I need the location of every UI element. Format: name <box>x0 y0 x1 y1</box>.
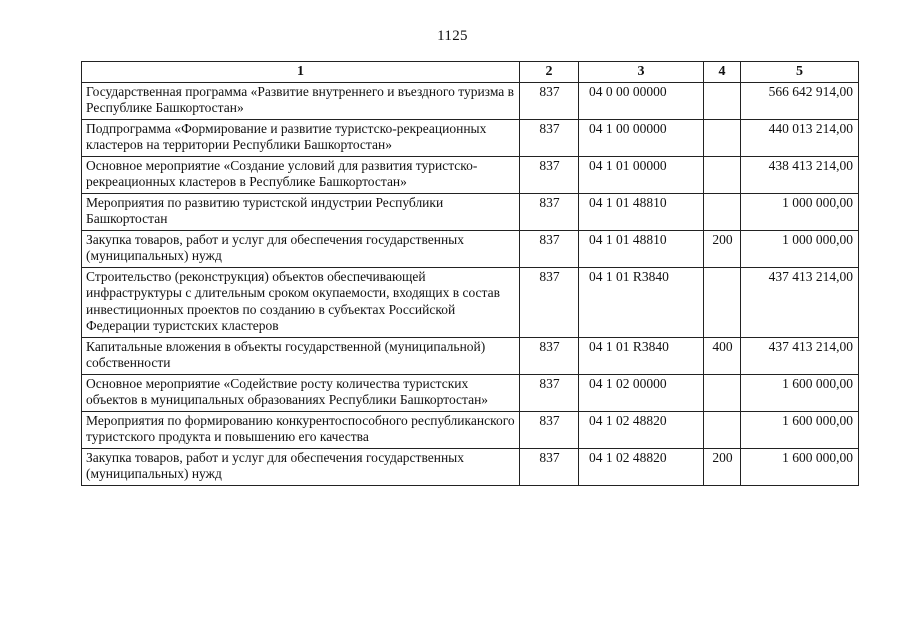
row-name: Закупка товаров, работ и услуг для обеспечения государственных (муниципальных) нужд <box>82 230 520 267</box>
table-row <box>82 267 859 337</box>
header-col-5: 5 <box>741 62 859 83</box>
table-row <box>82 193 859 230</box>
header-col-3: 3 <box>579 62 704 83</box>
row-sum: 1 000 000,00 <box>741 193 859 230</box>
row-sum: 437 413 214,00 <box>741 267 859 337</box>
table-row <box>82 337 859 374</box>
row-expense-type <box>704 374 741 411</box>
header-col-1: 1 <box>82 62 520 83</box>
row-target-code: 04 1 01 00000 <box>579 156 704 193</box>
page-number: 1125 <box>437 28 468 44</box>
budget-table <box>81 61 859 486</box>
row-expense-type: 200 <box>704 448 741 485</box>
row-target-code: 04 1 01 R3840 <box>579 337 704 374</box>
row-name: Строительство (реконструкция) объектов обеспечивающей инфраструктуры с длительным сроком окупаемости, входящих в состав инвестиционных проектов по созданию в субъектах Российской Федерации туристских кластеров <box>82 267 520 337</box>
row-admin-code: 837 <box>520 374 579 411</box>
table-header-row <box>82 62 859 83</box>
table-row <box>82 411 859 448</box>
row-name: Государственная программа «Развитие внутреннего и въездного туризма в Республике Башкортостан» <box>82 82 520 119</box>
row-name: Закупка товаров, работ и услуг для обеспечения государственных (муниципальных) нужд <box>82 448 520 485</box>
row-admin-code: 837 <box>520 230 579 267</box>
table-row <box>82 82 859 119</box>
row-sum: 1 600 000,00 <box>741 374 859 411</box>
table-body <box>82 82 859 485</box>
row-sum: 438 413 214,00 <box>741 156 859 193</box>
row-target-code: 04 1 01 48810 <box>579 193 704 230</box>
row-admin-code: 837 <box>520 119 579 156</box>
row-sum: 1 600 000,00 <box>741 411 859 448</box>
table-row <box>82 119 859 156</box>
row-admin-code: 837 <box>520 448 579 485</box>
row-name: Капитальные вложения в объекты государственной (муниципальной) собственности <box>82 337 520 374</box>
row-name: Основное мероприятие «Создание условий для развития туристско-рекреационных кластеров в Республике Башкортостан» <box>82 156 520 193</box>
row-admin-code: 837 <box>520 267 579 337</box>
row-target-code: 04 1 02 00000 <box>579 374 704 411</box>
table-row <box>82 230 859 267</box>
row-name: Основное мероприятие «Содействие росту количества туристских объектов в муниципальных образованиях Республики Башкортостан» <box>82 374 520 411</box>
row-sum: 1 000 000,00 <box>741 230 859 267</box>
row-admin-code: 837 <box>520 156 579 193</box>
row-target-code: 04 1 02 48820 <box>579 411 704 448</box>
row-expense-type <box>704 267 741 337</box>
table-row <box>82 156 859 193</box>
row-target-code: 04 1 02 48820 <box>579 448 704 485</box>
table-row <box>82 448 859 485</box>
row-admin-code: 837 <box>520 82 579 119</box>
row-target-code: 04 1 00 00000 <box>579 119 704 156</box>
row-expense-type <box>704 82 741 119</box>
table-row <box>82 374 859 411</box>
row-sum: 440 013 214,00 <box>741 119 859 156</box>
row-target-code: 04 1 01 R3840 <box>579 267 704 337</box>
row-expense-type <box>704 193 741 230</box>
row-target-code: 04 1 01 48810 <box>579 230 704 267</box>
row-admin-code: 837 <box>520 193 579 230</box>
row-sum: 566 642 914,00 <box>741 82 859 119</box>
header-col-2: 2 <box>520 62 579 83</box>
row-sum: 437 413 214,00 <box>741 337 859 374</box>
row-name: Мероприятия по формированию конкурентоспособного республиканского туристского продукта и повышению его качества <box>82 411 520 448</box>
row-admin-code: 837 <box>520 411 579 448</box>
row-name: Подпрограмма «Формирование и развитие туристско-рекреационных кластеров на территории Республики Башкортостан» <box>82 119 520 156</box>
row-target-code: 04 0 00 00000 <box>579 82 704 119</box>
row-sum: 1 600 000,00 <box>741 448 859 485</box>
row-expense-type: 200 <box>704 230 741 267</box>
header-col-4: 4 <box>704 62 741 83</box>
row-expense-type <box>704 156 741 193</box>
row-expense-type: 400 <box>704 337 741 374</box>
row-expense-type <box>704 411 741 448</box>
row-expense-type <box>704 119 741 156</box>
row-admin-code: 837 <box>520 337 579 374</box>
row-name: Мероприятия по развитию туристской индустрии Республики Башкортостан <box>82 193 520 230</box>
